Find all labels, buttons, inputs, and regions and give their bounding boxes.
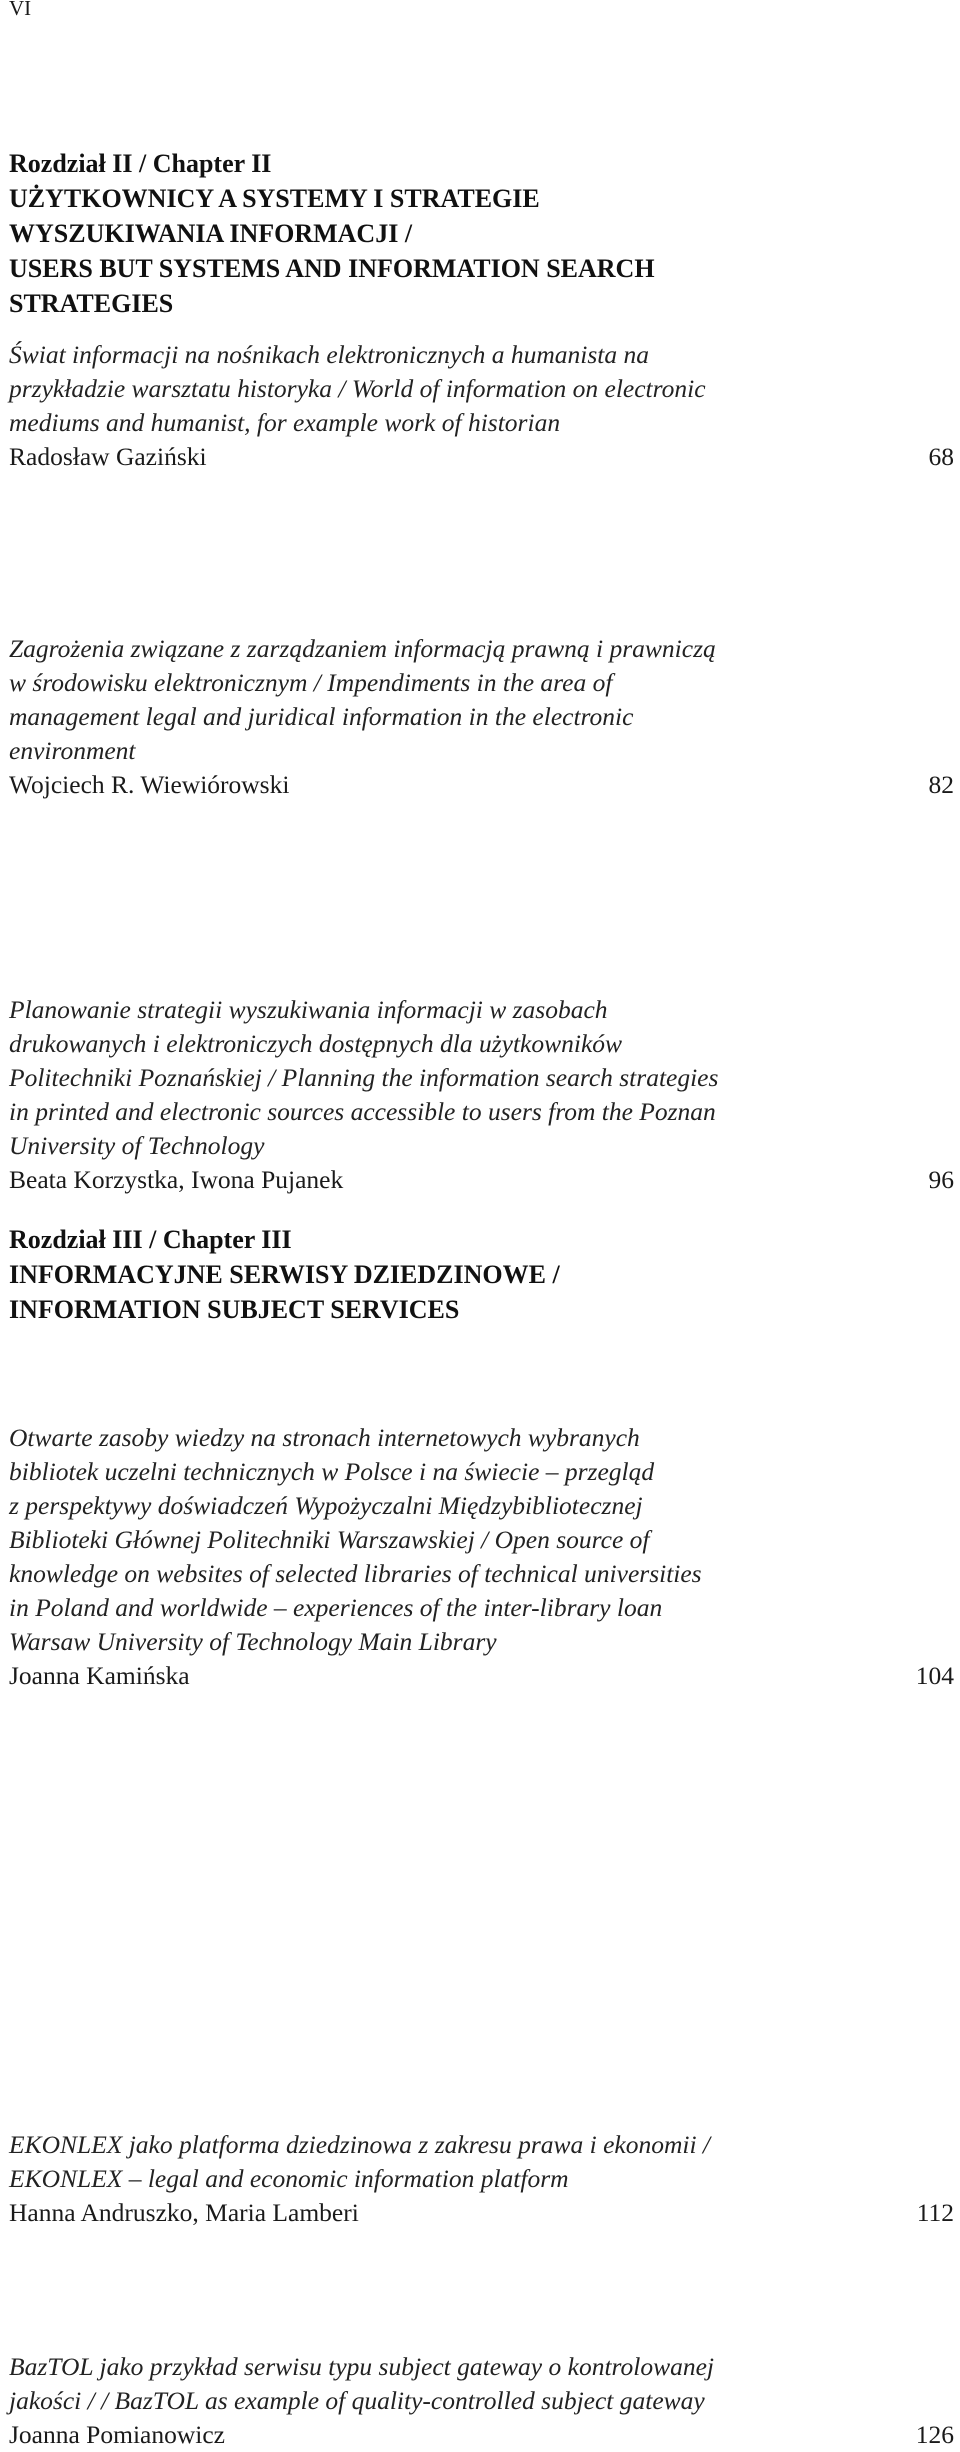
toc-entry-author: Beata Korzystka, Iwona Pujanek bbox=[9, 1165, 344, 1194]
toc-entry-title: Otwarte zasoby wiedzy na stronach internetowych wybranych bibliotek uczelni technicznych w Polsce i na świecie – przegląd z perspektywy doświadczeń Wypożyczalni Międzybibliotecznej Biblioteki Głównej Politechniki Warszawskiej / Open source of knowledge on websites of selected libraries of technical universities in Poland and worldwide – experiences of the inter-library loan Warsaw University of Technology Main Library bbox=[9, 1423, 702, 1656]
toc-entry-page: 96 bbox=[928, 1165, 954, 1194]
toc-entry[interactable] bbox=[9, 993, 957, 1197]
toc-entry-title: Planowanie strategii wyszukiwania informacji w zasobach drukowanych i elektroniczych dostępnych dla użytkowników Politechniki Poznańskiej / Planning the information search strategies in printed and electronic sources accessible to users from the Poznan University of Technology bbox=[9, 995, 719, 1160]
chapter-iii-heading: Rozdział III / Chapter III INFORMACYJNE SERWISY DZIEDZINOWE / INFORMATION SUBJECT SERVICES bbox=[9, 1225, 560, 1324]
toc-entry-author: Joanna Pomianowicz bbox=[9, 2420, 225, 2449]
toc-entry-page: 68 bbox=[928, 442, 954, 471]
toc-entry-title: Świat informacji na nośnikach elektronicznych a humanista na przykładzie warsztatu historyka / World of information on electronic mediums and humanist, for example work of historian bbox=[9, 340, 706, 437]
toc-entry-page: 112 bbox=[916, 2198, 954, 2227]
toc-entry-title: Zagrożenia związane z zarządzaniem informacją prawną i prawniczą w środowisku elektronicznym / Impendiments in the area of management legal and juridical information in the electronic environment bbox=[9, 634, 716, 765]
toc-entry-page: 104 bbox=[915, 1661, 954, 1690]
toc-entry[interactable] bbox=[9, 338, 957, 474]
toc-entry-page: 82 bbox=[928, 770, 954, 799]
toc-entry[interactable] bbox=[9, 2350, 957, 2452]
toc-entry-title: EKONLEX jako platforma dziedzinowa z zakresu prawa i ekonomii / EKONLEX – legal and economic information platform bbox=[9, 2130, 711, 2193]
page-number: VI bbox=[9, 0, 32, 20]
toc-entry-page: 126 bbox=[915, 2420, 954, 2449]
toc-entry-author: Joanna Kamińska bbox=[9, 1661, 190, 1690]
toc-entry-author: Wojciech R. Wiewiórowski bbox=[9, 770, 290, 799]
toc-entry[interactable] bbox=[9, 1421, 957, 1693]
toc-entry-author: Hanna Andruszko, Maria Lamberi bbox=[9, 2198, 359, 2227]
toc-entry[interactable] bbox=[9, 2128, 957, 2230]
toc-entry-title: BazTOL jako przykład serwisu typu subject gateway o kontrolowanej jakości / / BazTOL as example of quality-controlled subject gateway bbox=[9, 2352, 714, 2415]
toc-entry[interactable] bbox=[9, 632, 957, 802]
toc-entry-author: Radosław Gaziński bbox=[9, 442, 207, 471]
chapter-ii-heading: Rozdział II / Chapter II UŻYTKOWNICY A SYSTEMY I STRATEGIE WYSZUKIWANIA INFORMACJI / USERS BUT SYSTEMS AND INFORMATION SEARCH STRATEGIES bbox=[9, 149, 655, 318]
